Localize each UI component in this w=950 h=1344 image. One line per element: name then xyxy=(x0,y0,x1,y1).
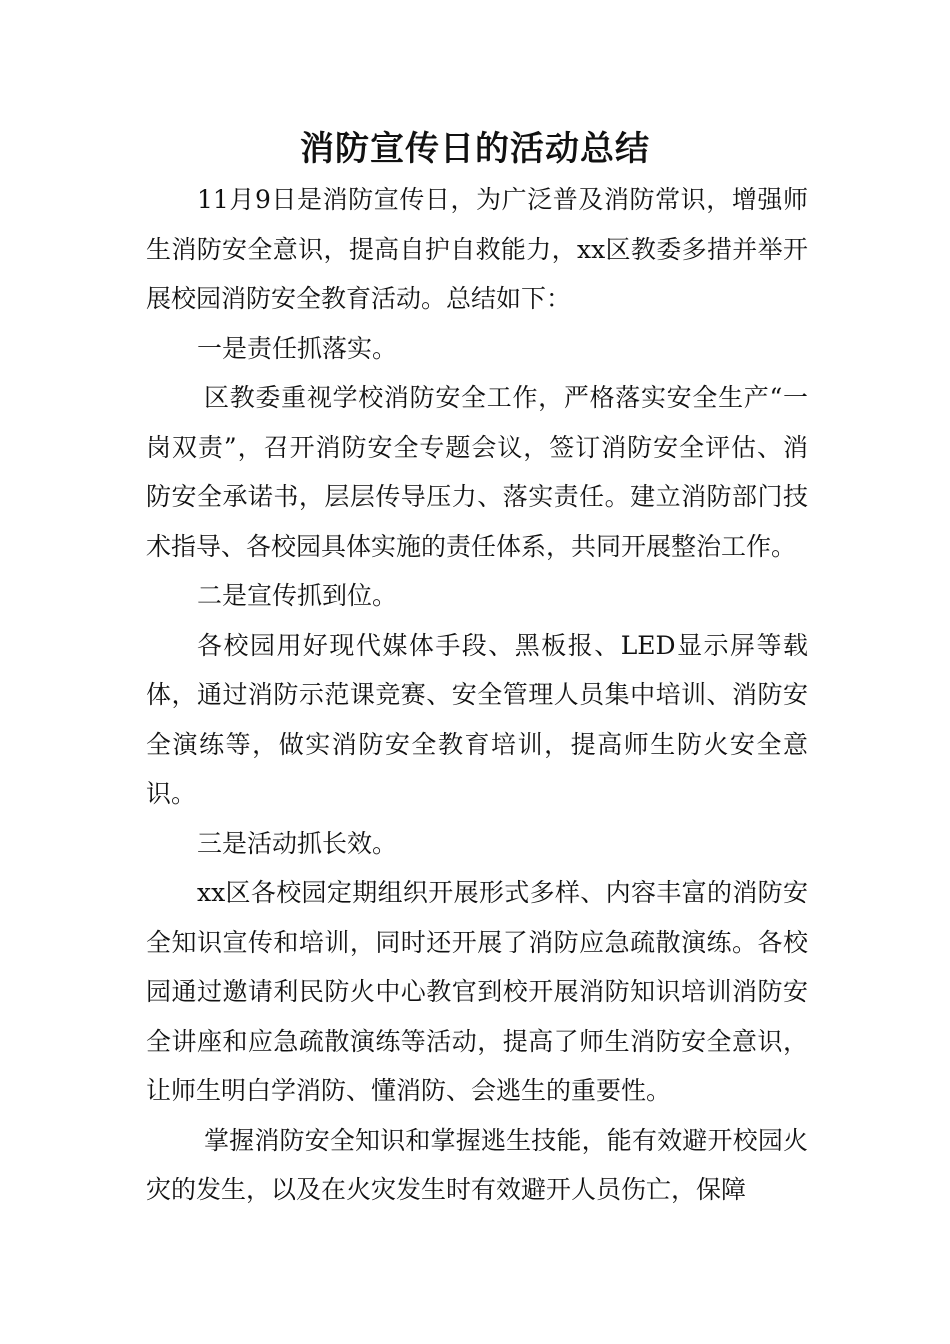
paragraph-responsibility: 区教委重视学校消防安全工作，严格落实安全生产“一岗双责”，召开消防安全专题会议，签订消防安全评估、消防安全承诺书，层层传导压力、落实责任。建立消防部门技术指导、各校园具体实施的责任体系，共同开展整治工作。 xyxy=(146,383,808,561)
section-heading-responsibility: 一是责任抓落实。 xyxy=(197,333,398,363)
document-title: 消防宣传日的活动总结 xyxy=(300,129,650,169)
document-body xyxy=(146,175,808,1215)
paragraph-publicity: 各校园用好现代媒体手段、黑板报、LED显示屏等载体，通过消防示范课竞赛、安全管理人员集中培训、消防安全演练等，做实消防安全教育培训，提高师生防火安全意识。 xyxy=(146,630,808,808)
paragraph-intro: 11月9日是消防宣传日，为广泛普及消防常识，增强师生消防安全意识，提高自护自救能力，xx区教委多措并举开展校园消防安全教育活动。总结如下： xyxy=(146,185,808,313)
section-heading-activities: 三是活动抓长效。 xyxy=(197,828,398,858)
paragraph-conclusion: 掌握消防安全知识和掌握逃生技能，能有效避开校园火灾的发生，以及在火灾发生时有效避开人员伤亡，保障 xyxy=(146,1125,808,1204)
section-heading-publicity: 二是宣传抓到位。 xyxy=(197,581,398,610)
paragraph-activities: xx区各校园定期组织开展形式多样、内容丰富的消防安全知识宣传和培训，同时还开展了消防应急疏散演练。各校园通过邀请利民防火中心教官到校开展消防知识培训消防安全讲座和应急疏散演练等活动，提高了师生消防安全意识，让师生明白学消防、懂消防、会逃生的重要性。 xyxy=(146,878,808,1105)
